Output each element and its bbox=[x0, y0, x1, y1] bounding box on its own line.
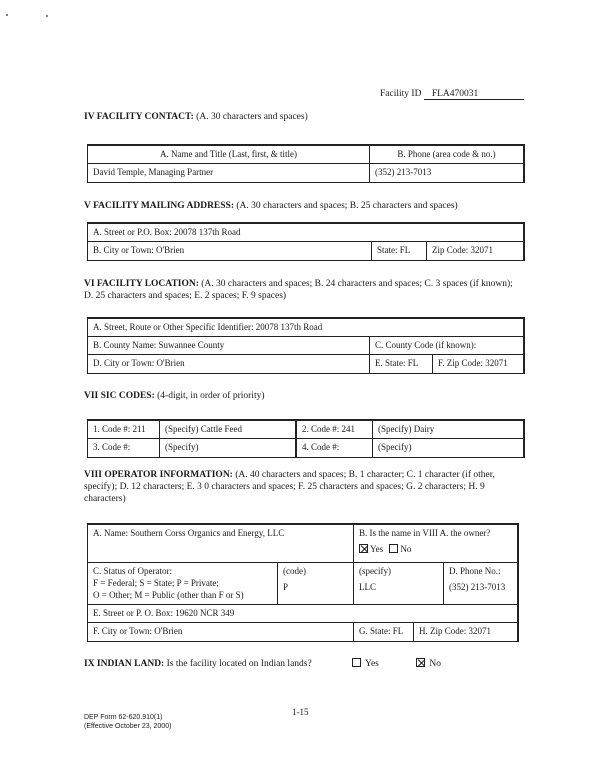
operator-specify-cell bbox=[354, 563, 444, 604]
indian-land-yes-label: Yes bbox=[365, 659, 379, 669]
section-viii-note: (A. 40 characters and spaces; B. 1 character; C. 1 character (if other, specify); D. 12 characters; E. 3 0 characters and spaces; F. 25 characters and spaces; G. 2 characters; H. 9 characters) bbox=[84, 470, 495, 504]
mailing-zip-field[interactable]: Zip Code: 32071 bbox=[432, 245, 493, 255]
sic-specify-2-field[interactable]: (Specify) Dairy bbox=[378, 424, 435, 434]
mailing-address-table bbox=[87, 222, 525, 261]
specify-value[interactable]: LLC bbox=[359, 582, 376, 592]
indian-land-yes-checkbox[interactable] bbox=[352, 658, 361, 667]
owner-no-checkbox[interactable] bbox=[389, 544, 398, 553]
section-iv-heading bbox=[84, 111, 524, 123]
phone-label: D. Phone No.: bbox=[449, 566, 501, 576]
location-zip-field[interactable]: F. Zip Code: 32071 bbox=[438, 358, 508, 368]
operator-city-field[interactable]: F. City or Town: O'Brien bbox=[88, 623, 354, 641]
section-vii-heading bbox=[84, 390, 524, 402]
contact-name-header: A. Name and Title (Last, first, & title) bbox=[88, 146, 370, 163]
sic-specify-1-field[interactable]: (Specify) Cattle Feed bbox=[160, 421, 297, 438]
section-vi-note: (A. 30 characters and spaces; B. 24 characters and spaces; C. 3 spaces (if known); D. 25 characters and spaces; E. 2 spaces; F. 9 spaces) bbox=[84, 279, 513, 301]
operator-owner-cell bbox=[354, 525, 517, 562]
page-number: 1-15 bbox=[292, 707, 309, 717]
operator-phone-cell bbox=[444, 563, 517, 604]
form-number: DEP Form 62-620.910(1) bbox=[84, 714, 163, 721]
scan-speck bbox=[46, 15, 48, 17]
section-vii-title: VII SIC CODES: bbox=[84, 391, 155, 401]
operator-code-cell bbox=[278, 563, 354, 604]
section-v-note: (A. 30 characters and spaces; B. 25 characters and spaces) bbox=[236, 201, 458, 211]
operator-status-cell bbox=[88, 563, 278, 604]
section-vi-title: VI FACILITY LOCATION: bbox=[84, 279, 199, 289]
section-iv-note: (A. 30 characters and spaces) bbox=[196, 112, 308, 122]
phone-value[interactable]: (352) 213-7013 bbox=[449, 582, 506, 592]
location-city-field[interactable]: D. City or Town: O'Brien bbox=[88, 355, 370, 373]
owner-no-label: No bbox=[400, 544, 412, 554]
location-state-field[interactable]: E. State: FL bbox=[370, 355, 433, 373]
sic-code-1-field[interactable]: 1. Code #: 211 bbox=[88, 421, 160, 438]
status-label: C. Status of Operator: bbox=[93, 566, 172, 576]
facility-contact-table bbox=[87, 144, 525, 183]
sic-specify-3-field[interactable]: (Specify) bbox=[160, 439, 297, 457]
mailing-city-field[interactable]: B. City or Town: O'Brien bbox=[88, 242, 372, 260]
owner-yes-checkbox[interactable] bbox=[359, 544, 368, 553]
section-viii-heading bbox=[84, 469, 524, 505]
facility-id bbox=[380, 89, 524, 100]
indian-land-no-label: No bbox=[429, 659, 441, 669]
operator-name-field[interactable]: A. Name: Southern Corss Organics and Energy, LLC bbox=[88, 525, 354, 562]
facility-id-label: Facility ID bbox=[380, 89, 422, 99]
section-vii-note: (4-digit, in order of priority) bbox=[157, 391, 265, 401]
location-street-field[interactable]: A. Street, Route or Other Specific Identifier: 20078 137th Road bbox=[93, 322, 323, 332]
operator-street-field[interactable]: E. Street or P. O. Box: 19620 NCR 349 bbox=[93, 608, 235, 618]
sic-code-2-field[interactable]: 2. Code #: 241 bbox=[297, 421, 373, 438]
contact-phone-field[interactable]: (352) 213-7013 bbox=[375, 167, 432, 177]
form-effective-date: (Effective October 23, 2000) bbox=[84, 723, 172, 730]
section-viii-title: VIII OPERATOR INFORMATION: bbox=[84, 470, 233, 480]
location-county-field[interactable]: B. County Name: Suwannee County bbox=[88, 337, 370, 354]
status-legend-2: O = Other; M = Public (other than F or S) bbox=[93, 590, 244, 600]
indian-land-yes-option bbox=[352, 658, 379, 670]
status-legend-1: F = Federal; S = State; P = Private; bbox=[93, 578, 219, 588]
code-label: (code) bbox=[283, 566, 306, 576]
section-ix-title: IX INDIAN LAND: bbox=[84, 659, 165, 669]
owner-options bbox=[359, 543, 512, 555]
contact-phone-header: B. Phone (area code & no.) bbox=[397, 149, 496, 159]
section-v-title: V FACILITY MAILING ADDRESS: bbox=[84, 201, 235, 211]
specify-label: (specify) bbox=[359, 566, 391, 576]
sic-codes-table bbox=[87, 419, 525, 458]
section-vi-heading bbox=[84, 278, 524, 302]
section-iv-title: IV FACILITY CONTACT: bbox=[84, 112, 194, 122]
contact-name-field[interactable]: David Temple, Managing Partner bbox=[88, 164, 370, 182]
code-value[interactable]: P bbox=[283, 582, 289, 592]
facility-location-table bbox=[87, 317, 525, 374]
section-ix-heading bbox=[84, 658, 524, 670]
facility-id-value: FLA470031 bbox=[424, 89, 524, 100]
indian-land-no-checkbox[interactable] bbox=[416, 658, 425, 667]
form-footer bbox=[84, 713, 171, 731]
indian-land-question: Is the facility located on Indian lands? bbox=[166, 659, 312, 669]
section-v-heading bbox=[84, 200, 524, 212]
location-county-code-field[interactable]: C. County Code (if known): bbox=[375, 340, 477, 350]
owner-yes-label: Yes bbox=[370, 544, 384, 554]
mailing-state-field[interactable]: State: FL bbox=[372, 242, 427, 260]
indian-land-no-option bbox=[416, 658, 441, 670]
owner-question: B. Is the name in VIII A. the owner? bbox=[359, 528, 491, 538]
operator-zip-field[interactable]: H. Zip Code: 32071 bbox=[419, 626, 491, 636]
operator-info-table bbox=[87, 523, 519, 642]
scan-speck bbox=[6, 14, 8, 16]
mailing-street-field[interactable]: A. Street or P.O. Box: 20078 137th Road bbox=[93, 227, 241, 237]
operator-state-field[interactable]: G. State: FL bbox=[354, 623, 414, 641]
sic-code-4-field[interactable]: 4. Code #: bbox=[297, 439, 373, 457]
sic-specify-4-field[interactable]: (Specify) bbox=[378, 442, 412, 452]
sic-code-3-field[interactable]: 3. Code #: bbox=[88, 439, 160, 457]
